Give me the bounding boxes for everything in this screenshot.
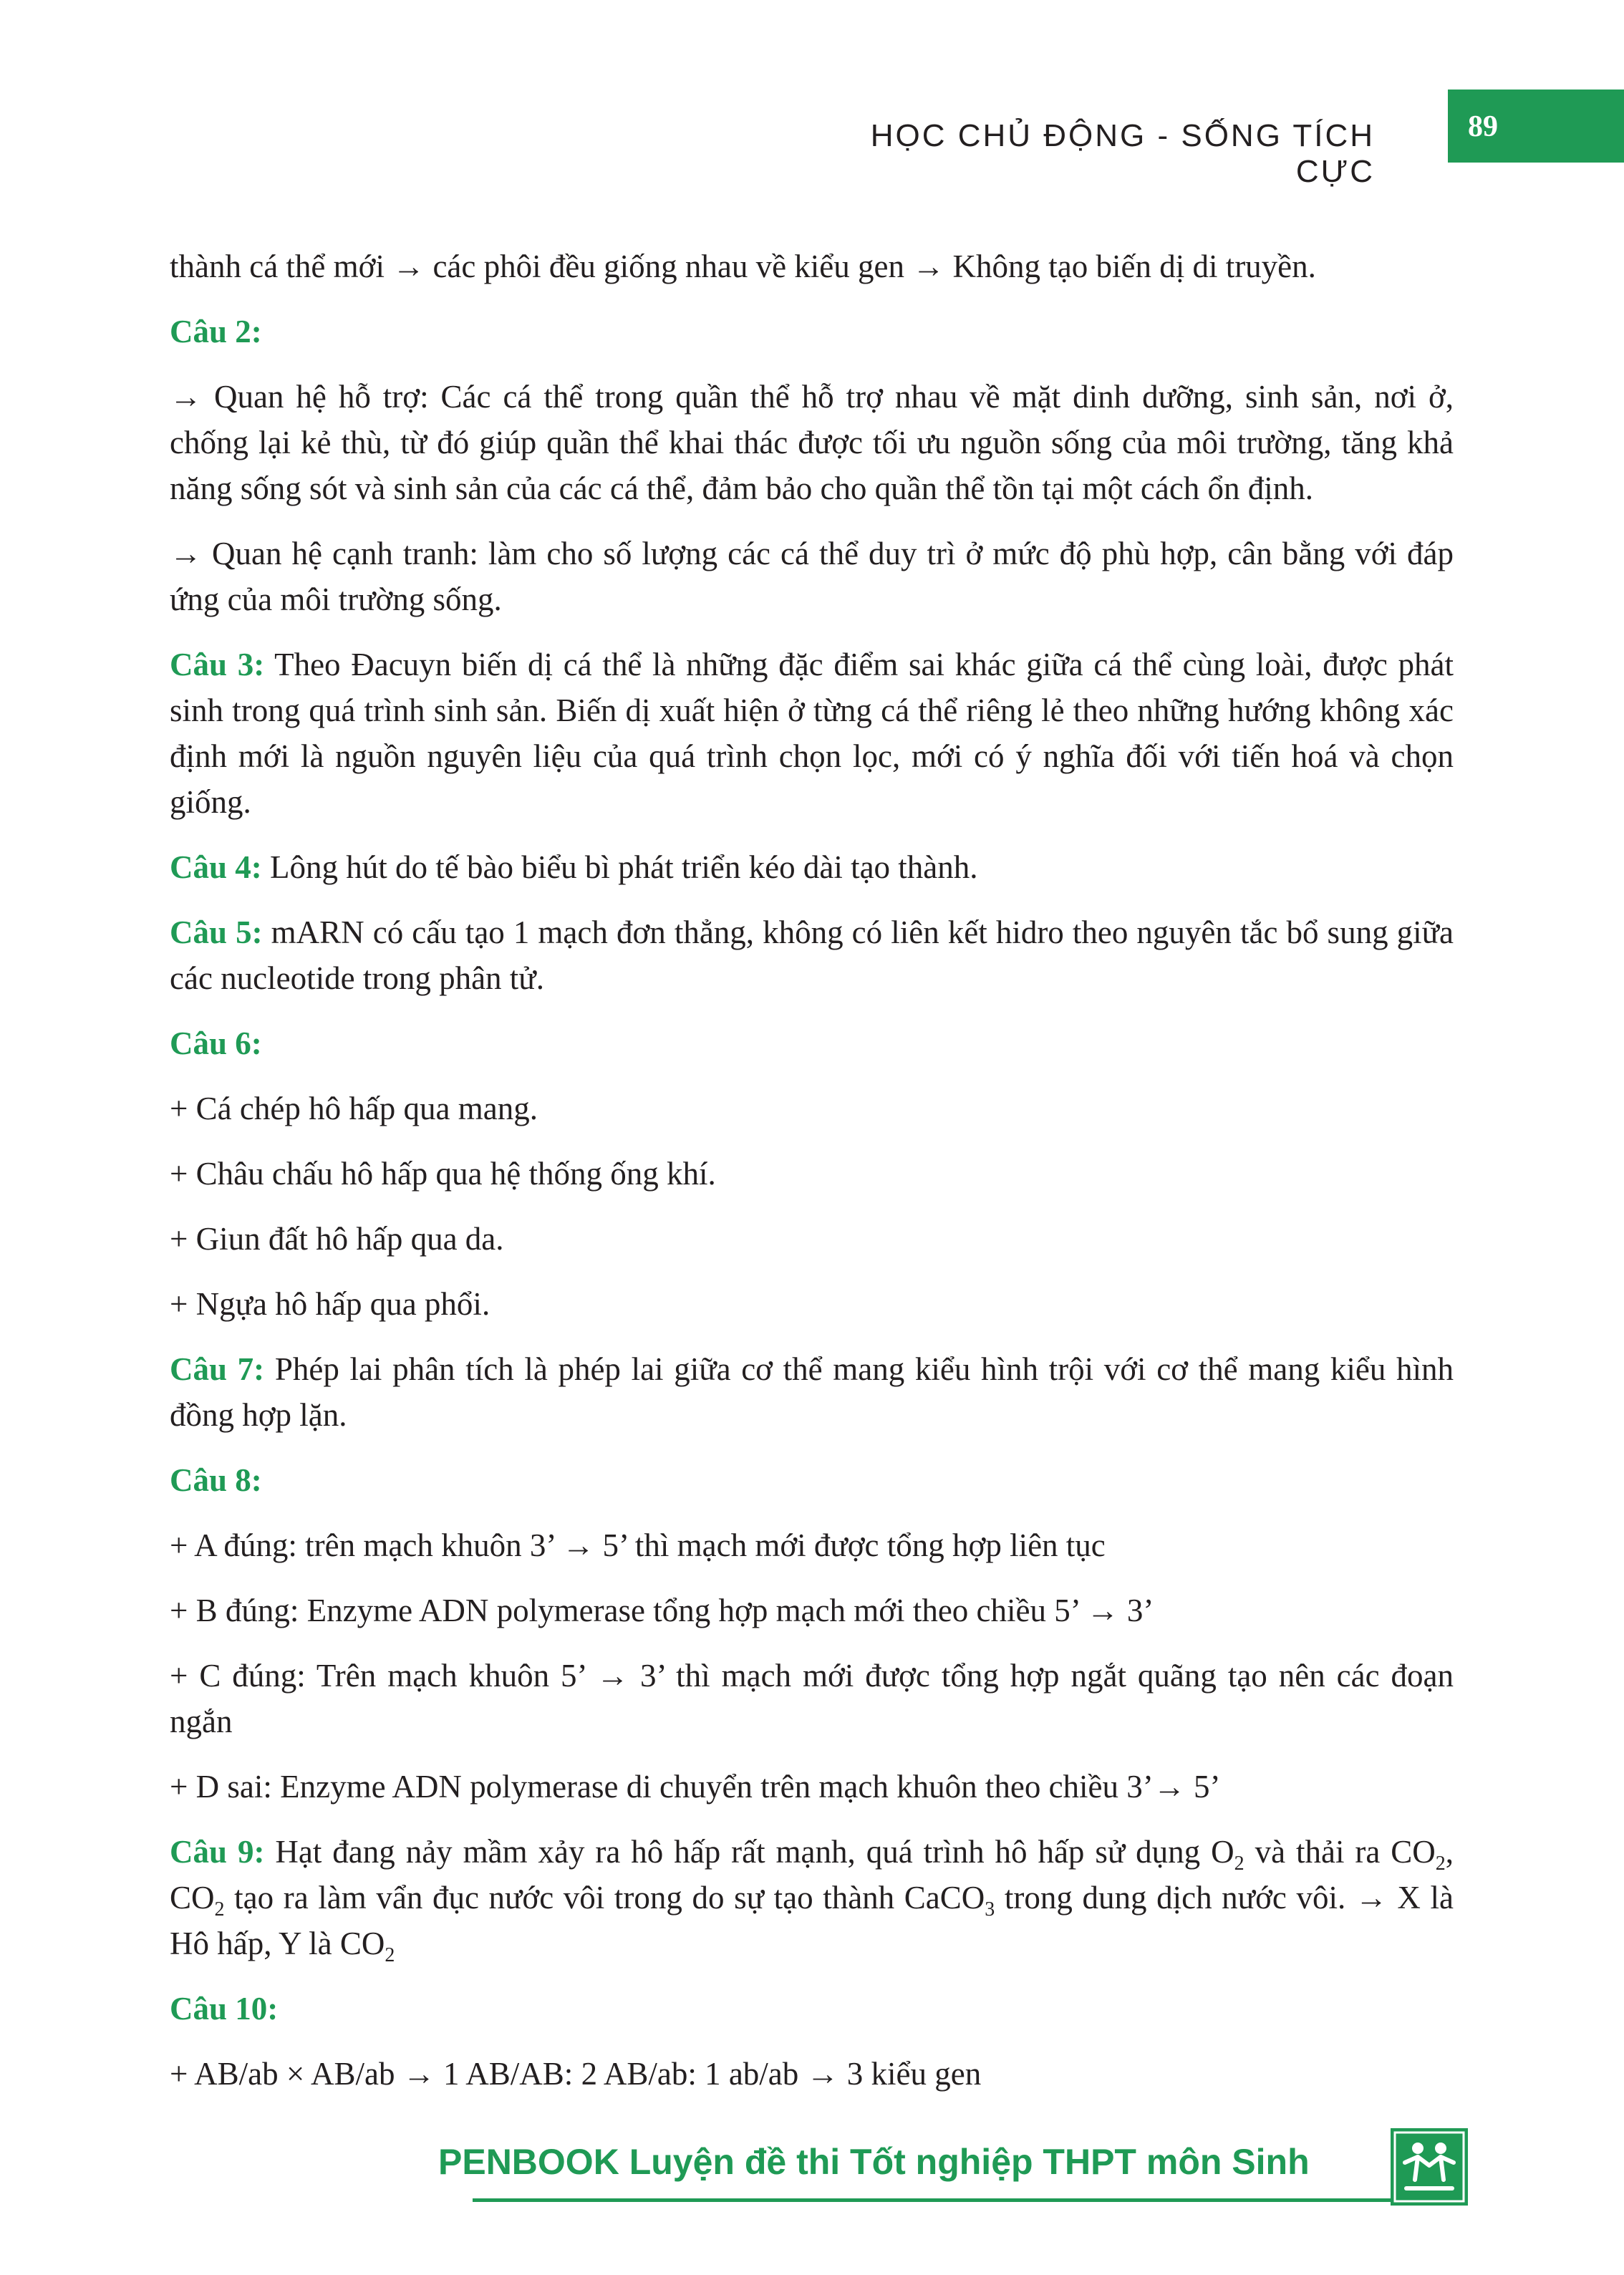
subscript: 2 xyxy=(1234,1853,1244,1875)
answer-text: Hạt đang nảy mầm xảy ra hô hấp rất mạnh, quá trình hô hấp sử dụng O xyxy=(275,1834,1234,1870)
list-item: + A đúng: trên mạch khuôn 3’ → 5’ thì mạch mới được tổng hợp liên tục xyxy=(170,1527,1106,1563)
question-9-answer xyxy=(170,1829,1454,1966)
list-item: + Giun đất hô hấp qua da. xyxy=(170,1221,504,1257)
question-label: Câu 7: xyxy=(170,1351,265,1387)
answer-text: tạo ra làm vẩn đục nước vôi trong do sự tạo thành CaCO xyxy=(234,1880,985,1916)
question-2-support: → Quan hệ hỗ trợ: Các cá thể trong quần thể hỗ trợ nhau về mặt dinh dưỡng, sinh sản, nơi ở, chống lại kẻ thù, từ đó giúp quần thể khai thác được tối ưu nguồn sống của môi trường, tăng khả năng sống sót và sinh sản của các cá thể, đảm bảo cho quần thể tồn tại một cách ổn định. xyxy=(170,379,1454,506)
question-label: Câu 8: xyxy=(170,1462,262,1498)
page-content xyxy=(170,243,1454,2116)
answer-text: Theo Đacuyn biến dị cá thể là những đặc điểm sai khác giữa cá thể cùng loài, được phát sinh trong quá trình sinh sản. Biến dị xuất hiện ở từng cá thể riêng lẻ theo những hướng không xác định mới là nguồn nguyên liệu của quá trình chọn lọc, mới có ý nghĩa đối với tiến hoá và chọn giống. xyxy=(170,647,1454,820)
list-item: + Cá chép hô hấp qua mang. xyxy=(170,1091,538,1126)
question-label: Câu 4: xyxy=(170,849,262,885)
question-label: Câu 6: xyxy=(170,1025,262,1061)
answer-text: Lông hút do tế bào biểu bì phát triển kéo dài tạo thành. xyxy=(270,849,978,885)
page-number: 89 xyxy=(1468,110,1498,143)
list-item: + B đúng: Enzyme ADN polymerase tổng hợp mạch mới theo chiều 5’ → 3’ xyxy=(170,1593,1154,1628)
penbook-logo-icon-svg xyxy=(1391,2128,1468,2206)
intro-paragraph: thành cá thể mới → các phôi đều giống nhau về kiểu gen → Không tạo biến dị di truyền. xyxy=(170,248,1316,284)
subscript: 2 xyxy=(1435,1853,1446,1875)
list-item: + D sai: Enzyme ADN polymerase di chuyển trên mạch khuôn theo chiều 3’→ 5’ xyxy=(170,1769,1221,1805)
question-8-heading xyxy=(170,1457,1454,1503)
page-number-tab xyxy=(1448,90,1624,163)
question-label: Câu 3: xyxy=(170,647,265,682)
answer-text: mARN có cấu tạo 1 mạch đơn thẳng, không có liên kết hidro theo nguyên tắc bổ sung giữa các nucleotide trong phân tử. xyxy=(170,914,1454,996)
answer-text: và thải ra CO xyxy=(1255,1834,1436,1870)
question-2-competition: → Quan hệ cạnh tranh: làm cho số lượng các cá thể duy trì ở mức độ phù hợp, cân bằng với đáp ứng của môi trường sống. xyxy=(170,536,1454,617)
question-4-answer xyxy=(170,844,1454,890)
subscript: 3 xyxy=(985,1898,995,1921)
question-5-answer xyxy=(170,909,1454,1001)
subscript: 2 xyxy=(385,1944,395,1966)
answer-text: Phép lai phân tích là phép lai giữa cơ thể mang kiểu hình trội với cơ thể mang kiểu hình đồng hợp lặn. xyxy=(170,1351,1454,1433)
question-2-heading xyxy=(170,309,1454,354)
list-item: + Châu chấu hô hấp qua hệ thống ống khí. xyxy=(170,1156,716,1192)
question-label: Câu 2: xyxy=(170,314,262,349)
question-6-heading xyxy=(170,1020,1454,1066)
list-item: + C đúng: Trên mạch khuôn 5’ → 3’ thì mạch mới được tổng hợp ngắt quãng tạo nên các đoạn ngắn xyxy=(170,1658,1454,1739)
list-item: + Ngựa hô hấp qua phổi. xyxy=(170,1286,490,1322)
question-3-answer xyxy=(170,642,1454,825)
penbook-logo-icon xyxy=(1391,2128,1468,2206)
answer-text: trong dung dịch nước vôi. → X là Hô hấp, Y là CO xyxy=(170,1880,1454,1961)
footer-book-title: PENBOOK Luyện đề thi Tốt nghiệp THPT môn Sinh xyxy=(438,2142,1310,2182)
answer-text: , CO xyxy=(170,1834,1454,1916)
running-header: HỌC CHỦ ĐỘNG - SỐNG TÍCH CỰC xyxy=(870,118,1375,189)
question-10-heading xyxy=(170,1986,1454,2032)
question-label: Câu 10: xyxy=(170,1991,279,2027)
list-item: + AB/ab × AB/ab → 1 AB/AB: 2 AB/ab: 1 ab/ab → 3 kiểu gen xyxy=(170,2056,982,2092)
question-label: Câu 5: xyxy=(170,914,263,950)
question-label: Câu 9: xyxy=(170,1834,265,1870)
footer-divider xyxy=(473,2198,1391,2202)
question-7-answer xyxy=(170,1346,1454,1438)
subscript: 2 xyxy=(214,1898,225,1921)
